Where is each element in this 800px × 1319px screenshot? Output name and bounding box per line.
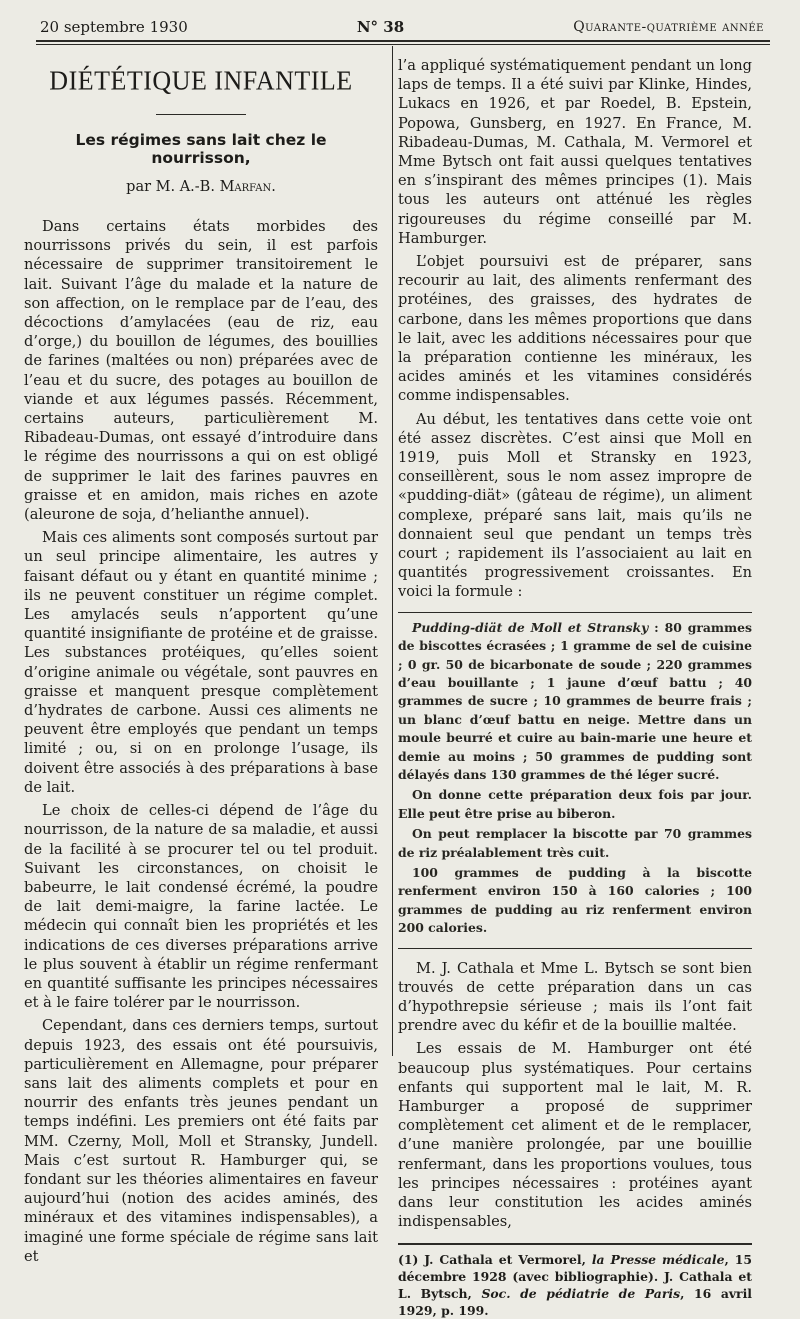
paragraph: Dans certains états morbides des nourrissons privés du sein, il est parfois nécessaire de supprimer transitoirement le lait. Suivant l’âge du malade et la nature de son affection, on le remplace par de l’eau, des décoctions d’amylacées (eau de riz, eau d’orge,) du bouillon de légumes, des bouillies de farines (maltées ou non) préparées avec de l’eau et du sucre, des potages au bouillon de viande et aux légumes passés. Récemment, certains auteurs, particulièrement M. Ribadeau-Dumas, ont essayé d’introduire dans le régime des nourrissons a qui on est obligé de supprimer le lait des farines pauvres en graisse et en amidon, mais riches en azote (aleurone de soja, d’helianthe annuel). [24, 218, 378, 524]
byline-suffix: . [271, 179, 276, 195]
year-label: Quarante-quatrième année [573, 19, 764, 35]
column-separator [392, 46, 393, 1056]
footnote-rule [398, 1243, 752, 1245]
paragraph: Au début, les tentatives dans cette voie ont été assez discrètes. C’est ainsi que Moll en 1919, puis Moll et Stransky en 1923, conseillèrent, sous le nom assez impropre de «pudding-diät» (gâteau de régime), un aliment complexe, préparé sans lait, mais qu’ils ne donnaient seul que pendant un temps très court ; rapidement ils l’associaient au lait en quantités progressivement croissantes. En voici la formule : [398, 410, 752, 601]
recipe-paragraph: 100 grammes de pudding à la biscotte renferment environ 150 à 160 calories ; 100 grammes de pudding au riz renferment environ 200 calories. [398, 864, 752, 936]
page-number: N° 38 [356, 18, 405, 36]
recipe-paragraph: On donne cette préparation deux fois par jour. Elle peut être prise au biberon. [398, 787, 752, 821]
paragraph: Cependant, dans ces derniers temps, surtout depuis 1923, des essais ont été poursuivis, particulièrement en Allemagne, pour préparer sans lait des aliments complets et pour en nourrir des enfants très jeunes pendant un temps indéfini. Les premiers ont été faits par MM. Czerny, Moll, Moll et Stransky, Jundell. Mais c’est surtout R. Hamburger qui, se fondant sur les théories alimentaires en faveur aujourd’hui (notion des acides aminés, des minéraux et des vitamines indispensables), a imaginé une forme spéciale de régime sans lait et [24, 1017, 378, 1265]
footnote-part: (1) J. Cathala et Vermorel, [398, 1252, 592, 1268]
footnote [398, 1251, 752, 1319]
recipe-paragraph: On peut remplacer la biscotte par 70 grammes de riz préalablement très cuit. [398, 826, 752, 860]
recipe-text: : 80 grammes de biscottes écrasées ; 1 gramme de sel de cuisine ; 0 gr. 50 de bicarbonate de soude ; 220 grammes d’eau bouillante ; 1 jaune d’œuf battu ; 40 grammes de sucre ; 10 grammes de beurre frais ; un blanc d’œuf battu en neige. Mettre dans un moule beurré et cuire au bain-marie une heure et demie au moins ; 50 grammes de pudding sont délayés dans 130 grammes de thé léger sucré. [398, 619, 752, 782]
title-rule [156, 114, 246, 115]
header-rule-thin [36, 44, 770, 45]
footnote-part: , 15 décembre 1928 (avec bibliographie). J. Cathala et L. Bytsch, [398, 1252, 752, 1302]
recipe-title: Pudding-diät de Moll et Stransky [412, 619, 649, 635]
author-name: Marfan [219, 179, 272, 195]
footnote-part: , 16 avril 1929, p. 199. [398, 1286, 752, 1319]
right-column [398, 56, 752, 1319]
byline [24, 179, 378, 195]
left-column [24, 56, 378, 1266]
footnote-society: Soc. de pédiatrie de Paris [481, 1286, 681, 1302]
footnote-journal: la Presse médicale [591, 1252, 725, 1268]
paragraph: L’objet poursuivi est de préparer, sans recourir au lait, des aliments renfermant des protéines, des graisses, des hydrates de carbone, dans les mêmes proportions que dans le lait, avec les additions nécessaires pour que la préparation contienne les minéraux, les acides aminés et les vitamines considérés comme indispensables. [398, 253, 752, 405]
paragraph: Le choix de celles-ci dépend de l’âge du nourrisson, de la nature de sa maladie, et aussi de la facilité à se procurer tel ou tel produit. Suivant les circonstances, on choisit le babeurre, le lait condensé écrémé, la poudre de lait demi-maigre, la farine lactée. Le médecin qui connaît bien les propriétés et les indications de ces diverses préparations arrive le plus souvent à établir un régime renfermant en quantité suffisante les principes nécessaires et à le faire tolérer par le nourrisson. [24, 802, 378, 1012]
paragraph: M. J. Cathala et Mme L. Bytsch se sont bien trouvés de cette préparation dans un cas d’hypothrepsie sérieuse ; mais ils l’ont fait prendre avec du kéfir et de la bouillie maltée. [398, 959, 752, 1035]
issue-date: 20 septembre 1930 [40, 18, 188, 36]
recipe-box [398, 612, 752, 938]
paragraph: Mais ces aliments sont composés surtout par un seul principe alimentaire, les autres y faisant défaut ou y étant en quantité minime ; ils ne peuvent constituer un régime complet. Les amylacés seuls n’apportent qu’une quantité insignifiante de protéine et de graisse. Les substances protéiques, qu’elles soient d’origine animale ou végétale, sont pauvres en graisse et manquent presque complètement d’hydrates de carbone. Aussi ces aliments ne peuvent être employés que pendant un temps limité ; ou, si on en prolonge l’usage, ils doivent être associés à des préparations à base de lait. [24, 529, 378, 796]
byline-prefix: par M. A.-B. [126, 179, 215, 195]
article-title: Les régimes sans lait chez le nourrisson, [75, 131, 327, 167]
recipe-rule [398, 948, 752, 949]
header-rule [36, 40, 770, 42]
paragraph: Les essais de M. Hamburger ont été beaucoup plus systématiques. Pour certains enfants qui supportent mal le lait, M. R. Hamburger a proposé de supprimer complètement cet aliment et de le remplacer, d’une manière prolongée, par une bouillie renfermant, dans les proportions voulues, tous les principes nécessaires : protéines ayant dans leur constitution les acides aminés indispensables, [398, 1040, 752, 1231]
section-title: DIÉTÉTIQUE INFANTILE [49, 65, 353, 96]
recipe-paragraph [398, 619, 752, 785]
paragraph: l’a appliqué systématiquement pendant un long laps de temps. Il a été suivi par Klinke, Hindes, Lukacs en 1926, et par Roedel, B. Epstein, Popowa, Gunsberg, en 1927. En France, M. Ribadeau-Dumas, M. Cathala, M. Vermorel et Mme Bytsch ont fait aussi quelques tentatives en s’inspirant des mêmes principes (1). Mais tous les auteurs ont atténué les règles rigoureuses du régime conseillé par M. Hamburger. [398, 57, 752, 247]
running-head [40, 16, 764, 38]
